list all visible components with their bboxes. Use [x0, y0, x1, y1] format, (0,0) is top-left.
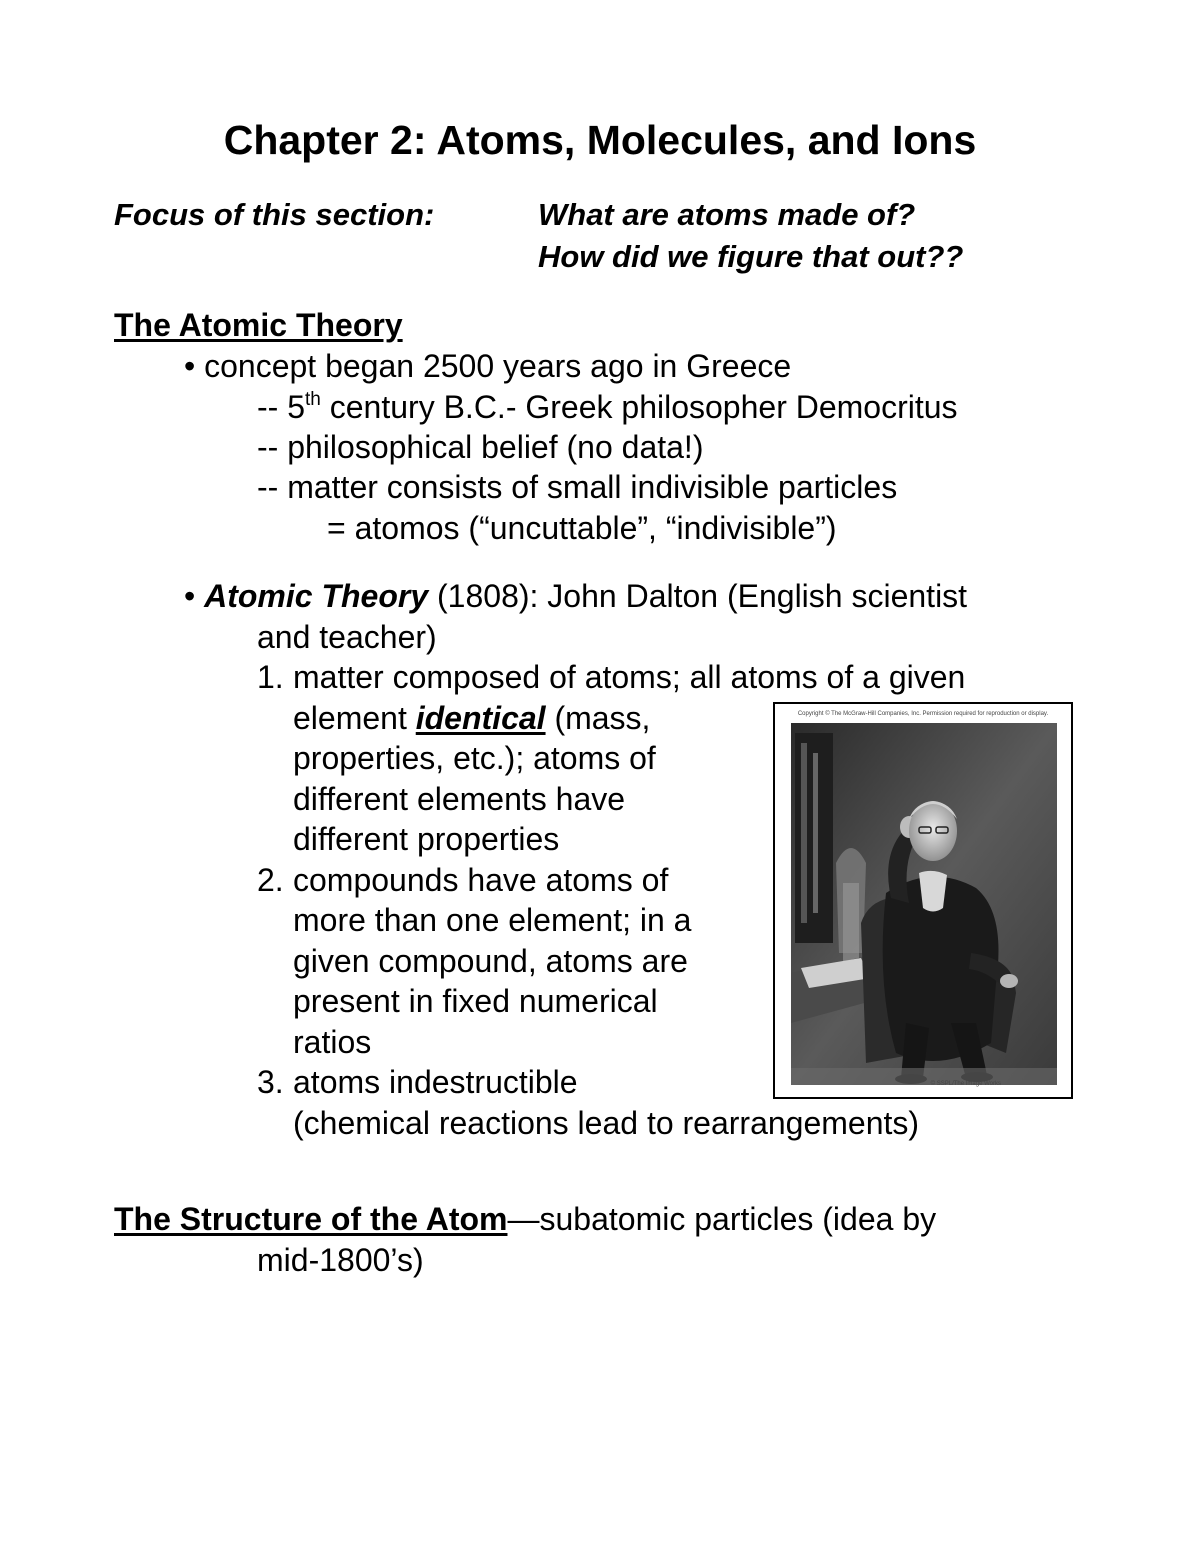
figure-credit: © SSPL/The Image Works	[930, 1081, 1001, 1087]
list-item-2	[257, 861, 668, 899]
list-item-2-line-5: ratios	[293, 1024, 372, 1060]
dalton-portrait-image	[791, 723, 1057, 1085]
sub-democritus-post: century B.C.- Greek philosopher Democritus	[320, 389, 958, 425]
identical-term: identical	[415, 700, 546, 736]
list-number: 3.	[257, 1064, 284, 1100]
atomic-theory-term: Atomic Theory	[204, 578, 429, 614]
list-item-1-line-2	[293, 699, 650, 737]
list-item-1-line-5: different properties	[293, 821, 560, 857]
list-number: 1.	[257, 659, 284, 695]
list-item-2-line-4: present in fixed numerical	[293, 983, 658, 1019]
list-item-text: compounds have atoms of	[293, 862, 669, 898]
list-item-text: (mass,	[545, 700, 651, 736]
list-item-3	[257, 1063, 578, 1101]
page-title: Chapter 2: Atoms, Molecules, and Ions	[223, 117, 977, 163]
bullet-concept-began: • concept began 2500 years ago in Greece	[184, 348, 792, 384]
sub-matter-consists: -- matter consists of small indivisible particles	[257, 469, 898, 505]
list-item-text: atoms indestructible	[293, 1064, 578, 1100]
list-item-1-line-4: different elements have	[293, 781, 626, 817]
list-item-3-line-2: (chemical reactions lead to rearrangements)	[293, 1105, 920, 1141]
list-item-2-line-3: given compound, atoms are	[293, 943, 688, 979]
list-item-text: matter composed of atoms; all atoms of a given	[293, 659, 966, 695]
structure-rest: —subatomic particles (idea by	[507, 1201, 937, 1237]
list-item-1	[257, 658, 965, 696]
sub-atomos: = atomos (“uncuttable”, “indivisible”)	[327, 510, 837, 546]
section-heading-atomic-theory: The Atomic Theory	[114, 307, 403, 343]
bullet-dalton	[184, 577, 967, 615]
structure-cont: mid-1800’s)	[257, 1242, 424, 1278]
figure-copyright: Copyright © The McGraw-Hill Companies, Inc. Permission required for reproduction or display.	[797, 711, 1049, 717]
bullet-dalton-cont: and teacher)	[257, 619, 437, 655]
focus-question-1: What are atoms made of?	[538, 197, 916, 232]
list-item-2-line-2: more than one element; in a	[293, 902, 692, 938]
sub-democritus-sup: th	[305, 389, 321, 410]
bullet-dalton-rest: (1808): John Dalton (English scientist	[428, 578, 968, 614]
bullet-dalton-dot: •	[184, 578, 205, 614]
sub-democritus	[257, 388, 958, 426]
sub-democritus-pre: -- 5	[257, 389, 305, 425]
dalton-portrait-figure	[773, 702, 1073, 1099]
list-number: 2.	[257, 862, 284, 898]
focus-question-2: How did we figure that out??	[538, 239, 964, 274]
list-item-1-line-3: properties, etc.); atoms of	[293, 740, 656, 776]
section-heading-structure: The Structure of the Atom	[114, 1201, 508, 1237]
section-structure	[114, 1200, 936, 1238]
list-item-text: element	[293, 700, 416, 736]
focus-label: Focus of this section:	[114, 197, 435, 232]
sub-philosophical-belief: -- philosophical belief (no data!)	[257, 429, 704, 465]
